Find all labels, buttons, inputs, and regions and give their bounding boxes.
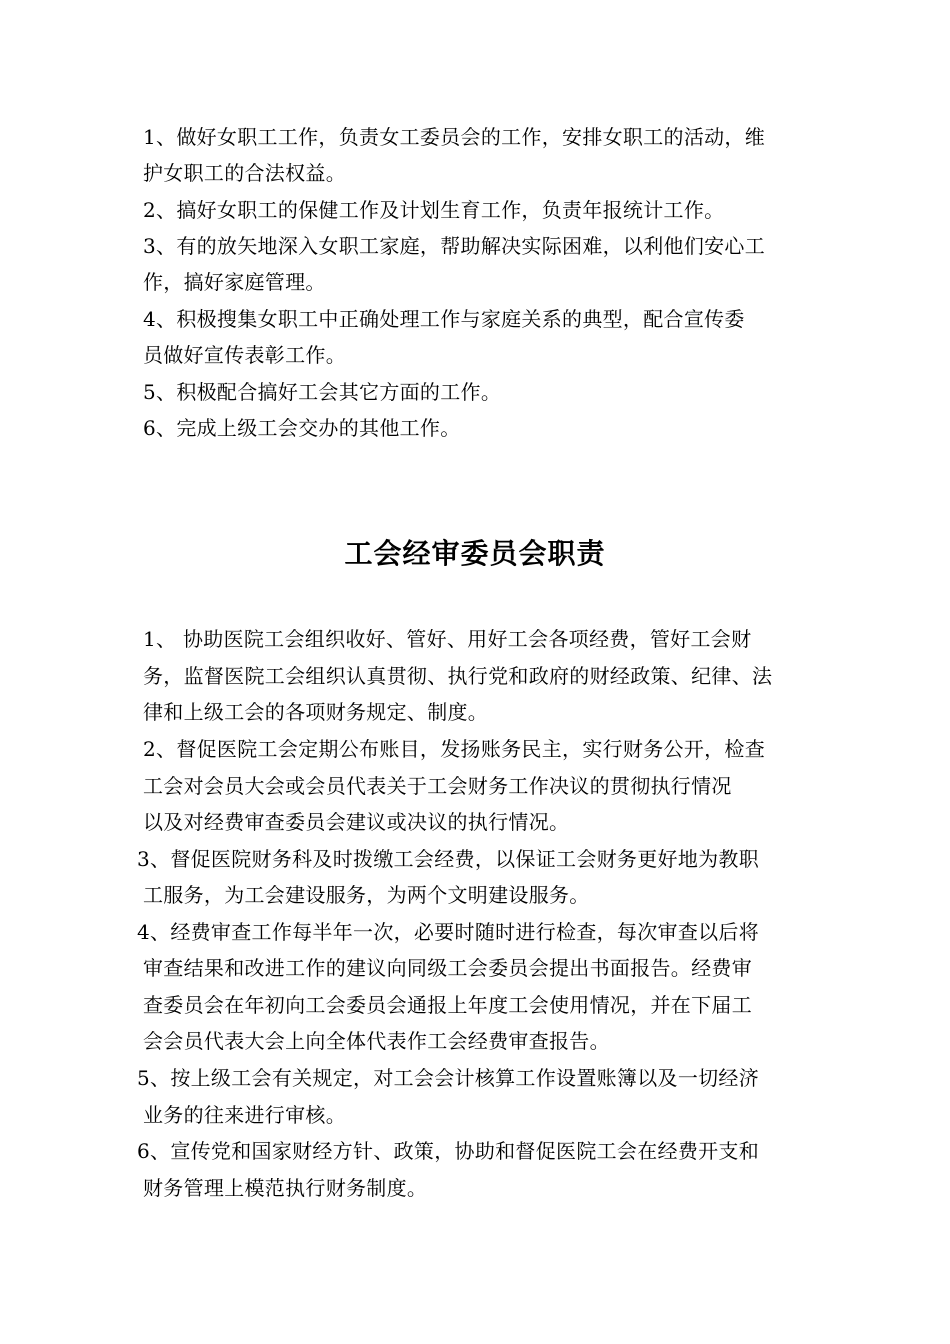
paragraph-line: 以及对经费审查委员会建议或决议的执行情况。 (143, 810, 570, 834)
paragraph-line: 会会员代表大会上向全体代表作工会经费审查报告。 (143, 1029, 610, 1053)
paragraph-line: 作，搞好家庭管理。 (143, 270, 326, 294)
paragraph-line: 5、按上级工会有关规定，对工会会计核算工作设置账簿以及一切经济 (137, 1066, 760, 1090)
paragraph-line: 工服务，为工会建设服务，为两个文明建设服务。 (143, 883, 590, 907)
paragraph-line: 2、搞好女职工的保健工作及计划生育工作，负责年报统计工作。 (143, 198, 725, 222)
paragraph-line: 业务的往来进行审核。 (143, 1103, 346, 1127)
paragraph-line: 2、督促医院工会定期公布账目，发扬账务民主，实行财务公开，检查 (143, 737, 766, 761)
paragraph-line: 4、经费审查工作每半年一次，必要时随时进行检查，每次审查以后将 (137, 920, 760, 944)
paragraph-line: 护女职工的合法权益。 (143, 161, 346, 185)
paragraph-line: 3、有的放矢地深入女职工家庭，帮助解决实际困难，以利他们安心工 (143, 234, 766, 258)
paragraph-line: 1、做好女职工工作，负责女工委员会的工作，安排女职工的活动，维 (143, 125, 766, 149)
paragraph-line: 6、完成上级工会交办的其他工作。 (143, 416, 461, 440)
paragraph-line: 5、积极配合搞好工会其它方面的工作。 (143, 380, 502, 404)
paragraph-line: 3、督促医院财务科及时拨缴工会经费，以保证工会财务更好地为教职 (137, 847, 760, 871)
paragraph-line: 工会对会员大会或会员代表关于工会财务工作决议的贯彻执行情况 (143, 774, 732, 798)
section-title: 工会经审委员会职责 (344, 537, 606, 570)
paragraph-line: 员做好宣传表彰工作。 (143, 343, 346, 367)
paragraph-line: 4、积极搜集女职工中正确处理工作与家庭关系的典型，配合宣传委 (143, 307, 745, 331)
paragraph-line: 1、 协助医院工会组织收好、管好、用好工会各项经费，管好工会财 (143, 627, 752, 651)
paragraph-line: 律和上级工会的各项财务规定、制度。 (143, 700, 489, 724)
paragraph-line: 财务管理上模范执行财务制度。 (143, 1176, 428, 1200)
paragraph-line: 查委员会在年初向工会委员会通报上年度工会使用情况，并在下届工 (143, 993, 752, 1017)
paragraph-line: 务，监督医院工会组织认真贯彻、执行党和政府的财经政策、纪律、法 (143, 664, 773, 688)
paragraph-line: 审查结果和改进工作的建议向同级工会委员会提出书面报告。经费审 (143, 956, 752, 980)
paragraph-line: 6、宣传党和国家财经方针、政策，协助和督促医院工会在经费开支和 (137, 1139, 760, 1163)
